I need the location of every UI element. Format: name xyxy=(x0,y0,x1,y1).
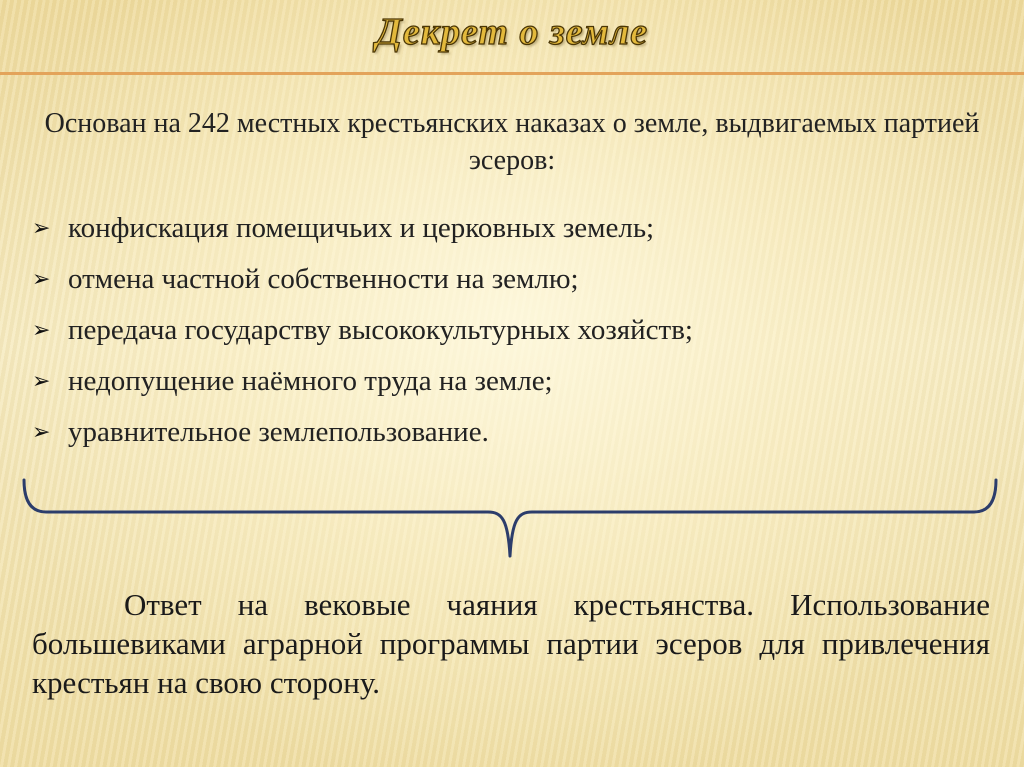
arrow-bullet-icon: ➢ xyxy=(32,267,51,292)
arrow-bullet-icon: ➢ xyxy=(32,369,51,394)
arrow-bullet-icon: ➢ xyxy=(32,318,51,343)
list-item-text: недопущение наёмного труда на земле; xyxy=(68,365,553,397)
list-item xyxy=(32,305,992,356)
title-divider xyxy=(0,72,1024,75)
list-item-text: уравнительное землепользование. xyxy=(68,416,489,448)
bullet-list xyxy=(32,203,992,458)
list-item xyxy=(32,356,992,407)
list-item xyxy=(32,203,992,254)
slide-title: Декрет о земле xyxy=(375,11,649,53)
list-item-text: отмена частной собственности на землю; xyxy=(68,263,579,295)
arrow-bullet-icon: ➢ xyxy=(32,216,51,241)
arrow-bullet-icon: ➢ xyxy=(32,420,51,445)
conclusion-text: Ответ на вековые чаяния крестьянства. Использование большевиками аграрной программы партии эсеров для привлечения крестьян на свою сторону. xyxy=(32,587,990,700)
list-item xyxy=(32,407,992,458)
curly-brace-icon xyxy=(18,478,1004,560)
list-item xyxy=(32,254,992,305)
intro-text: Основан на 242 местных крестьянских наказах о земле, выдвигаемых партией эсеров: xyxy=(44,108,980,176)
list-item-text: конфискация помещичьих и церковных земель; xyxy=(68,212,655,244)
list-item-text: передача государству высококультурных хозяйств; xyxy=(68,314,693,346)
